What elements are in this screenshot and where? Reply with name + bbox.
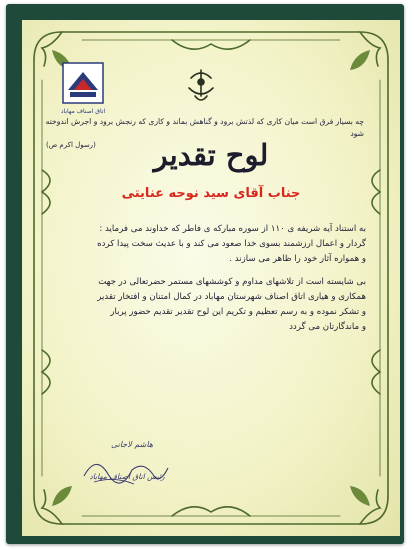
body-line: و همواره آثار خود را ظاهر می سازند . — [229, 254, 366, 264]
recipient-name: جناب آقای سید نوحه عنایتی — [121, 186, 301, 201]
guild-chamber-logo-icon — [60, 60, 106, 106]
certificate-paper — [22, 20, 400, 536]
body-line: همکاری و هیاری اتاق اصناف شهرستان مهاباد در کمال امتنان و افتخار تقدیر — [97, 292, 366, 302]
logo-caption: اتاق اصناف مهاباد — [60, 108, 106, 115]
calligraphic-emblem-icon — [183, 66, 219, 106]
body-line: بی شایسته است از تلاشهای مداوم و کوششهای مستمر حضرتعالی در جهت — [98, 277, 366, 287]
epigraph-quote: چه بسیار فرق است میان کاری که لذتش برود و گناهش بماند و کاری که رنجش برود و اجرش اندوخته شود — [45, 117, 364, 138]
body-line: و تشکر نموده و به رسم تعظیم و تکریم این لوح تقدیر تقدیم حضور پربار — [110, 307, 366, 317]
certificate-title: لوح تقدیر — [153, 138, 269, 172]
signature-scribble-icon — [74, 446, 174, 496]
body-line: گردار و اعمال ارزشمند بسوی خدا صعود می کند و با عدیث سخت پیدا کرده — [97, 239, 366, 249]
body-line: به استناد آیه شریفه ی ۱۱۰ از سوره مبارکه ی فاطر که خداوند می فرماید : — [99, 224, 366, 234]
certificate-body — [30, 222, 366, 335]
epigraph-source: (رسول اکرم ص) — [46, 141, 96, 149]
signer-name: هاشم لاجانی — [110, 440, 154, 449]
body-line: و ماندگارتان می گردد — [289, 322, 366, 332]
signer-title: رئیس اتاق اصناف مهاباد — [89, 472, 165, 481]
